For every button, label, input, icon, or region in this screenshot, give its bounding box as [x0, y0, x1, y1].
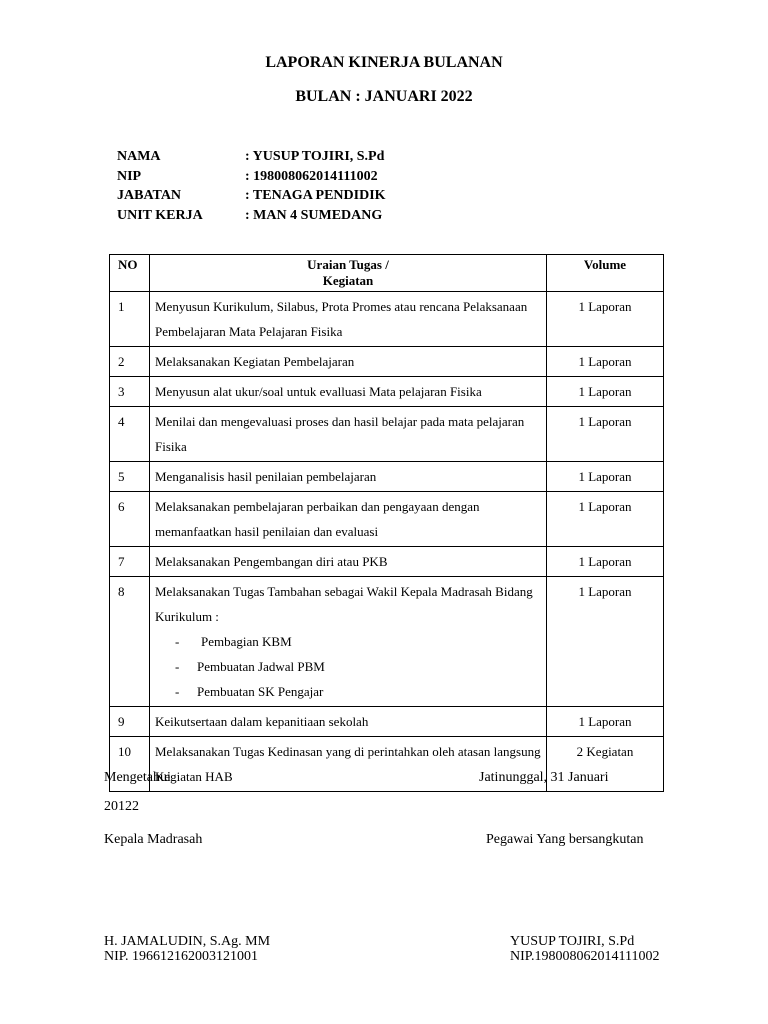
subitem-text: Pembuatan Jadwal PBM [197, 659, 325, 674]
row-volume: 1 Laporan [547, 407, 664, 462]
info-row-nip [117, 169, 386, 189]
row-desc: Menyusun alat ukur/soal untuk evalluasi Mata pelajaran Fisika [150, 377, 547, 407]
right-signer-nip: NIP.198008062014111002 [510, 949, 660, 964]
header-no: NO [110, 255, 150, 292]
row-no: 9 [110, 707, 150, 737]
info-key: NAMA [117, 149, 161, 164]
row-desc: Keikutsertaan dalam kepanitiaan sekolah [150, 707, 547, 737]
info-row-unit-kerja [117, 208, 386, 228]
row-volume: 1 Laporan [547, 547, 664, 577]
row-no: 5 [110, 462, 150, 492]
row-volume: 1 Laporan [547, 707, 664, 737]
date-year: 20122 [104, 799, 139, 814]
row-volume: 1 Laporan [547, 292, 664, 347]
subitem-text: Pembuatan SK Pengajar [197, 684, 324, 699]
info-key: JABATAN [117, 188, 182, 203]
info-value: : TENAGA PENDIDIK [245, 188, 386, 203]
row-no: 6 [110, 492, 150, 547]
info-row-jabatan [117, 188, 386, 208]
report-title: LAPORAN KINERJA BULANAN [265, 54, 503, 71]
table-row [110, 377, 664, 407]
row-volume: 1 Laporan [547, 577, 664, 707]
row-desc [150, 577, 547, 707]
info-row-nama [117, 149, 386, 169]
employee-info [117, 149, 386, 227]
header-task [150, 255, 547, 292]
row-volume: 1 Laporan [547, 347, 664, 377]
row-desc: Menyusun Kurikulum, Silabus, Prota Promes atau rencana Pelaksanaan Pembelajaran Mata Pelajaran Fisika [150, 292, 547, 347]
header-volume: Volume [547, 255, 664, 292]
task-table [109, 254, 664, 792]
table-header-row [110, 255, 664, 292]
row-desc: Melaksanakan Pengembangan diri atau PKB [150, 547, 547, 577]
list-item [175, 654, 541, 679]
row-no: 7 [110, 547, 150, 577]
row-desc: Melaksanakan Kegiatan Pembelajaran [150, 347, 547, 377]
row-no: 8 [110, 577, 150, 707]
table-row [110, 462, 664, 492]
mengetahui-label: Mengetahui [104, 770, 171, 785]
right-signer-name: YUSUP TOJIRI, S.Pd [510, 934, 635, 949]
row-volume: 1 Laporan [547, 377, 664, 407]
info-key: NIP [117, 168, 142, 184]
row-no: 10 [110, 737, 150, 792]
row-desc: Melaksanakan Tugas Kedinasan yang di perintahkan oleh atasan langsung Kegiatan HAB [150, 737, 547, 792]
table-row [110, 347, 664, 377]
table-row [110, 407, 664, 462]
subitem-list [155, 629, 541, 704]
list-item [175, 679, 541, 704]
info-value: : 198008062014111002 [245, 168, 378, 184]
row-desc-text: Melaksanakan Tugas Tambahan sebagai Wakil Kepala Madrasah Bidang Kurikulum : [155, 584, 533, 624]
table-row [110, 292, 664, 347]
row-volume: 2 Kegiatan [547, 737, 664, 792]
info-value: : MAN 4 SUMEDANG [245, 207, 383, 223]
header-task-line2: Kegiatan [322, 273, 374, 288]
table-row [110, 577, 664, 707]
row-volume: 1 Laporan [547, 492, 664, 547]
row-no: 3 [110, 377, 150, 407]
row-volume: 1 Laporan [547, 462, 664, 492]
subitem-text: Pembagian KBM [201, 634, 292, 649]
left-signer-name: H. JAMALUDIN, S.Ag. MM [104, 934, 271, 949]
place-date: Jatinunggal, 31 Januari [479, 770, 609, 785]
info-key: UNIT KERJA [117, 207, 203, 223]
right-signer-role: Pegawai Yang bersangkutan [486, 832, 644, 847]
table-row [110, 547, 664, 577]
row-no: 4 [110, 407, 150, 462]
list-item [175, 629, 541, 654]
left-signer-role: Kepala Madrasah [104, 832, 203, 847]
row-desc: Melaksanakan pembelajaran perbaikan dan pengayaan dengan memanfaatkan hasil penilaian dan evaluasi [150, 492, 547, 547]
row-desc: Menilai dan mengevaluasi proses dan hasil belajar pada mata pelajaran Fisika [150, 407, 547, 462]
row-no: 2 [110, 347, 150, 377]
table-row [110, 707, 664, 737]
report-subtitle: BULAN : JANUARI 2022 [295, 88, 473, 105]
row-desc: Menganalisis hasil penilaian pembelajaran [150, 462, 547, 492]
table-row [110, 492, 664, 547]
info-value: : YUSUP TOJIRI, S.Pd [245, 149, 385, 164]
dash-bullet: - [175, 684, 180, 699]
dash-bullet: - [175, 659, 180, 674]
header-task-line1: Uraian Tugas / [307, 257, 389, 272]
row-no: 1 [110, 292, 150, 347]
dash-bullet: - [175, 634, 180, 649]
left-signer-nip: NIP. 196612162003121001 [104, 949, 259, 964]
